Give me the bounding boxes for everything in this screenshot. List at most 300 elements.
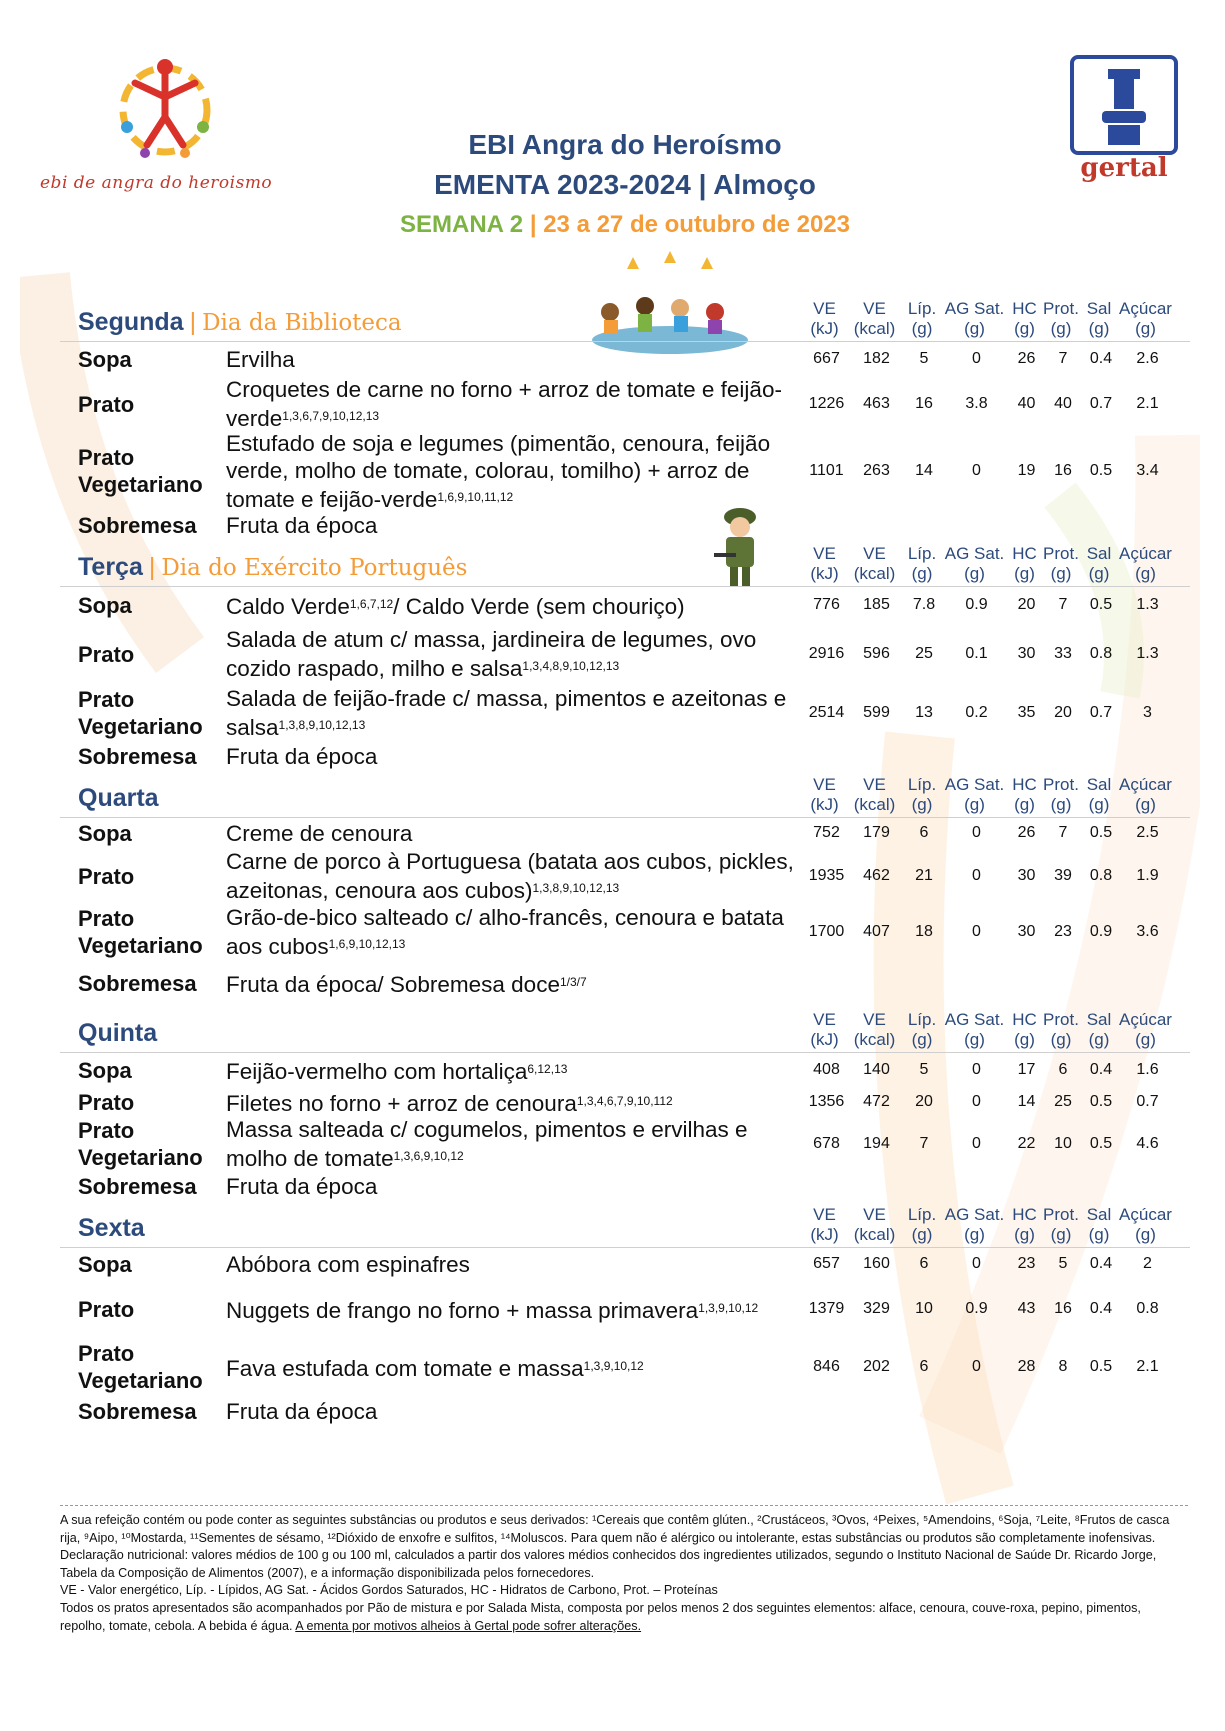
column-header-unit: (g) [1135,564,1156,583]
nutrition-value: 0.5 [1089,1093,1113,1110]
column-header [1080,775,1118,815]
accompaniment-note [60,1600,1188,1635]
nutrition-value: 39 [1054,867,1072,884]
nutrition-value: 0.5 [1089,824,1113,841]
nutrition-value: 2.1 [1136,395,1159,412]
dish-description [226,685,794,741]
nutrition-value: 23 [1054,923,1072,940]
nutrition-value: 4.6 [1136,1135,1159,1152]
column-header [942,775,1007,815]
nutrition-value: 0 [972,350,981,367]
day-theme: Dia da Biblioteca [202,310,402,336]
menu-title: EMENTA 2023-2024 | Almoço [434,169,816,200]
dish-text: Filetes no forno + arroz de cenoura [226,1090,577,1116]
nutrition-value: 16 [1054,462,1072,479]
column-header-name: VE [863,1205,886,1224]
column-header [1118,1010,1173,1050]
nutrition-value: 0.8 [1089,867,1113,884]
nutrition-value: 5 [919,350,929,367]
day-theme-separator: | [189,308,197,336]
day-name-text: Sexta [78,1214,145,1242]
dish-description [226,1088,794,1117]
menu-row [60,848,1190,904]
column-header-name: VE [813,1205,836,1224]
nutrition-values [804,395,1175,413]
column-header-unit: (g) [1050,1030,1072,1049]
dish-text: Salada de atum c/ massa, jardineira de legumes, ovo cozido raspado, milho e salsa [226,627,757,681]
column-header-unit: (g) [1014,1225,1035,1244]
column-header-name: Sal [1086,775,1112,794]
nutrition-value: 0.9 [1089,923,1113,940]
day-theme: Dia do Exército Português [161,555,468,581]
nutrition-value: 182 [863,350,890,367]
course-label: Sobremesa [78,1398,197,1424]
column-header-name: Prot. [1043,544,1079,563]
column-header [1007,1205,1042,1245]
nutrition-value: 20 [915,1093,933,1110]
column-header-unit: (kcal) [853,1225,896,1244]
nutrition-value: 7 [919,1135,929,1152]
allergen-codes: 1,3,4,6,7,9,10,112 [576,1093,673,1108]
nutrition-value: 0.7 [1089,395,1113,412]
column-header-name: VE [813,775,836,794]
column-headers [802,299,1173,339]
dish-description [226,743,794,770]
column-header-unit: (kcal) [853,564,896,583]
course-label: Prato Vegetariano [78,1341,203,1393]
nutrition-value: 0.7 [1136,1093,1159,1110]
nutrition-value: 21 [915,867,933,884]
dish-text: Fruta da época [226,743,378,769]
column-header-name: AG Sat. [944,775,1005,794]
column-header [902,1010,942,1050]
column-header-name: Prot. [1043,299,1079,318]
menu-row [60,376,1190,432]
column-header-name: Prot. [1043,1010,1079,1029]
dish-description [226,848,794,904]
allergen-codes: 6,12,13 [527,1061,568,1076]
column-header-name: AG Sat. [944,544,1005,563]
nutrition-value: 30 [1017,923,1036,940]
school-logo [40,55,320,205]
nutrition-value: 1.3 [1136,596,1159,613]
nutrition-value: 0.5 [1089,1135,1113,1152]
column-header [847,1205,902,1245]
nutrition-value: 10 [915,1300,933,1317]
column-header-name: Sal [1086,299,1112,318]
menu-row [60,741,1190,771]
dish-text: Caldo Verde [226,593,350,619]
column-header [1118,299,1173,339]
dish-description [226,969,794,998]
column-header [1080,1010,1118,1050]
column-header [942,1010,1007,1050]
column-header-name: VE [863,1010,886,1029]
nutrition-value: 194 [863,1135,890,1152]
nutrition-value: 1.9 [1136,867,1159,884]
nutrition-value: 263 [863,462,890,479]
nutrition-value: 3.6 [1136,923,1159,940]
allergen-codes: 1,6,7,12 [349,596,394,611]
nutrition-value: 7 [1058,824,1068,841]
nutrition-values [804,1093,1175,1111]
column-header-name: Prot. [1043,1205,1079,1224]
column-header [902,299,942,339]
column-header [1042,1010,1080,1050]
nutrition-value: 8 [1058,1358,1068,1375]
nutrition-value: 185 [863,596,890,613]
nutrition-value: 2916 [808,645,845,662]
allergen-codes: 1,3,9,10,12 [698,1300,759,1315]
nutrition-values [804,1300,1175,1318]
nutrition-value: 202 [863,1358,890,1375]
menu-row [60,1087,1190,1117]
dish-text: Ervilha [226,346,295,372]
column-header-name: VE [813,1010,836,1029]
nutrition-value: 6 [919,1255,929,1272]
nutrition-value: 40 [1054,395,1072,412]
day-name [78,1019,157,1048]
nutrition-value: 40 [1017,395,1036,412]
abbreviations-note: VE - Valor energético, Líp. - Lípidos, AG Sat. - Ácidos Gordos Saturados, HC - Hidratos de Carbono, Prot. – Proteínas [60,1583,718,1598]
nutrition-value: 0.1 [965,645,988,662]
allergens-note [60,1512,1188,1547]
column-header-name: Sal [1086,544,1112,563]
column-header-unit: (g) [1088,564,1110,583]
column-header [1118,544,1173,584]
column-header [1042,775,1080,815]
nutrition-value: 0 [972,1061,981,1078]
column-header-unit: (g) [1088,795,1110,814]
column-header-name: Sal [1086,1010,1112,1029]
column-header-unit: (kJ) [810,795,839,814]
nutrition-value: 2.5 [1136,824,1159,841]
week-separator: | [529,211,537,238]
course-label: Prato [78,1089,135,1115]
dish-description [226,626,794,682]
column-header-name: VE [813,544,836,563]
column-header [902,1205,942,1245]
nutrition-value: 472 [863,1093,890,1110]
nutrition-value: 776 [813,596,840,613]
week-line [300,205,950,245]
column-header [1080,1205,1118,1245]
disclaimer-text: A ementa por motivos alheios à Gertal pode sofrer alterações. [295,1618,642,1633]
nutrition-value: 23 [1017,1255,1036,1272]
nutrition-values [804,1358,1175,1376]
nutrition-value: 0.8 [1089,645,1113,662]
course-label: Prato [78,1296,135,1322]
column-header-unit: (g) [1050,1225,1072,1244]
menu-row [60,1338,1190,1396]
nutrition-value: 7 [1058,350,1068,367]
nutrition-value: 5 [919,1061,929,1078]
dish-text: Fruta da época/ Sobremesa doce [226,971,560,997]
dish-description [226,1398,794,1425]
dish-text: Nuggets de frango no forno + massa primavera [226,1297,699,1323]
column-header-unit: (g) [1088,1225,1110,1244]
dish-description [226,376,794,432]
day-section [60,1006,1190,1201]
dish-text: Grão-de-bico salteado c/ alho-francês, cenoura e batata aos cubos [226,905,784,959]
nutrition-value: 0.5 [1089,596,1113,613]
nutrition-value: 0 [972,824,981,841]
nutrition-value: 0.4 [1089,1061,1113,1078]
nutrition-values [804,1061,1175,1079]
nutrition-value: 752 [813,824,840,841]
column-header-unit: (g) [1014,564,1035,583]
column-header-unit: (g) [1050,319,1072,338]
menu-row [60,1396,1190,1426]
column-header-name: AG Sat. [944,1205,1005,1224]
column-header [942,299,1007,339]
course-label: Sobremesa [78,970,197,996]
column-header-unit: (g) [1050,795,1072,814]
column-header [802,1010,847,1050]
dish-description [226,1173,794,1200]
course-label: Sopa [78,346,132,372]
menu-row [60,587,1190,623]
day-name-text: Quinta [78,1019,158,1047]
dish-description [226,1056,794,1085]
nutrition-value: 20 [1017,596,1036,613]
nutrition-value: 2.6 [1136,350,1159,367]
footer-notes [60,1505,1188,1635]
nutrition-value: 14 [915,462,933,479]
course-label: Sobremesa [78,743,197,769]
nutrition-value: 1101 [809,462,844,479]
allergen-codes: 1,3,6,9,10,12 [393,1149,464,1163]
column-headers [802,775,1173,815]
column-header-name: VE [813,299,836,318]
nutrition-value: 667 [813,350,840,367]
nutrition-value: 6 [919,1358,929,1375]
nutrition-value: 33 [1054,645,1072,662]
course-label: Prato Vegetariano [78,1118,203,1170]
column-header [847,1010,902,1050]
nutrition-value: 0.5 [1089,1358,1113,1375]
day-header [60,1201,1190,1248]
menu-row [60,342,1190,376]
title-block [300,125,950,245]
nutrition-value: 1356 [808,1093,845,1110]
nutrition-value: 16 [1054,1300,1072,1317]
day-header [60,1006,1190,1053]
nutrition-value: 6 [919,824,929,841]
day-name [78,784,159,813]
column-header-unit: (kJ) [810,319,839,338]
nutrition-value: 407 [863,923,890,940]
nutrition-values [804,1255,1175,1273]
day-name-text: Quarta [78,784,159,812]
nutrition-value: 7.8 [912,596,936,613]
column-header-unit: (g) [1050,564,1072,583]
menu-row [60,1248,1190,1280]
course-label: Prato [78,863,135,889]
allergens-intro: A sua refeição contém ou pode conter as seguintes substâncias ou produtos e seus derivados: [60,1513,593,1527]
allergen-codes: 1,3,4,8,9,10,12,13 [522,659,620,673]
column-header-name: Açúcar [1119,1010,1172,1029]
nutrition-value: 2.1 [1136,1358,1159,1375]
column-header-unit: (g) [1135,1225,1156,1244]
nutrition-value: 22 [1017,1135,1036,1152]
dish-text: Feijão-vermelho com hortaliça [226,1058,528,1084]
column-header-name: Líp. [907,299,937,318]
week-label: SEMANA 2 [400,211,524,238]
column-header-unit: (g) [1014,319,1035,338]
nutrition-value: 2 [1143,1255,1152,1272]
nutrition-value: 13 [915,704,933,721]
nutrition-value: 6 [1058,1061,1068,1078]
column-header [847,299,902,339]
column-header [847,775,902,815]
dish-description [226,904,794,960]
nutrition-value: 0.9 [965,1300,988,1317]
menu-row [60,685,1190,741]
nutrition-values [804,350,1175,368]
column-header-unit: (g) [964,795,985,814]
column-header-unit: (g) [1088,319,1110,338]
accompaniment-text: Todos os pratos apresentados são acompanhados por Pão de mistura e por Salada Mista, composta por pelos menos 2 dos seguintes elementos: alface, cenoura, couve-roxa, pepino, pimentos, repolho, tomate, cebola. A bebida é água. [60,1600,1141,1633]
column-header-name: AG Sat. [944,299,1005,318]
column-headers [802,1205,1173,1245]
course-label: Prato Vegetariano [78,687,203,739]
column-header [1118,1205,1173,1245]
column-header-unit: (kJ) [810,1225,839,1244]
column-header-name: Líp. [907,1205,937,1224]
column-header-unit: (kJ) [810,1030,839,1049]
course-label: Sobremesa [78,1173,197,1199]
nutrition-value: 140 [863,1061,890,1078]
column-header-name: HC [1012,1010,1037,1029]
column-header-unit: (g) [1135,319,1156,338]
dish-text: Fava estufada com tomate e massa [226,1355,584,1381]
dish-text: Fruta da época [226,1398,378,1424]
menu-row [60,904,1190,960]
nutrition-value: 463 [863,395,890,412]
column-header [1080,299,1118,339]
column-headers [802,1010,1173,1050]
menu-row [60,1171,1190,1201]
allergen-codes: 1,6,9,10,12,13 [328,937,406,951]
nutrition-value: 25 [915,645,933,662]
column-header-unit: (g) [1135,795,1156,814]
nutrition-value: 0 [972,462,981,479]
column-header [1080,544,1118,584]
nutrition-values [804,824,1175,842]
nutrition-value: 1379 [808,1300,845,1317]
allergen-codes: 1,6,9,10,11,12 [437,489,514,504]
dish-text: Fruta da época [226,512,378,538]
column-header [1007,1010,1042,1050]
nutrition-value: 0.8 [1136,1300,1159,1317]
column-header-unit: (g) [911,319,933,338]
dish-text: Estufado de soja e legumes (pimentão, cenoura, feijão verde, molho de tomate, colorau, tomilho) + arroz de tomate e feijão-verde [226,430,771,512]
column-header-name: VE [863,544,886,563]
column-header-unit: (g) [964,1225,985,1244]
dish-description [226,1353,794,1382]
dish-text: Creme de cenoura [226,820,413,846]
column-header-name: Açúcar [1119,544,1172,563]
column-header-name: Sal [1086,1205,1112,1224]
column-header-unit: (g) [1088,1030,1110,1049]
column-header-unit: (g) [964,319,985,338]
column-header-name: Prot. [1043,775,1079,794]
nutrition-note: Declaração nutricional: valores médios de 100 g ou 100 ml, calculados a partir dos valores médios conhecidos dos ingredientes utilizados, segundo o Instituto Nacional de Saúde Dr. Ricardo Jorge, Tabela da Composição de Alimentos (2007), e a informação disponibilizada pelos fornecedores. [60,1548,1157,1580]
gertal-logo-icon [1068,55,1180,155]
nutrition-value: 160 [863,1255,890,1272]
menu-row [60,818,1190,848]
school-title: EBI Angra do Heroísmo [468,129,782,160]
dish-description [226,512,794,539]
nutrition-value: 1.6 [1136,1061,1159,1078]
column-header-unit: (kJ) [810,564,839,583]
course-label: Prato [78,391,135,417]
column-header-name: VE [863,775,886,794]
column-header [1042,1205,1080,1245]
nutrition-value: 1226 [808,395,845,412]
course-label: Sopa [78,1057,132,1083]
column-header-unit: (g) [1014,1030,1035,1049]
allergen-codes: 1,3,6,7,9,10,12,13 [282,409,380,423]
dish-text: Croquetes de carne no forno + arroz de tomate e feijão-verde [226,377,782,431]
nutrition-values [804,645,1175,663]
course-label: Sobremesa [78,512,197,538]
nutrition-value: 3.4 [1136,462,1159,479]
day-header [60,771,1190,818]
allergen-codes: 1,3,8,9,10,12,13 [278,718,366,732]
allergen-codes: 1,3,9,10,12 [583,1358,644,1373]
column-header [1007,299,1042,339]
column-header-name: Açúcar [1119,1205,1172,1224]
menu-row [60,1117,1190,1171]
column-header [1007,775,1042,815]
menu-row [60,432,1190,510]
course-label: Sopa [78,1251,132,1277]
day-section [60,540,1190,771]
nutrition-value: 16 [915,395,933,412]
column-header [902,775,942,815]
nutrition-value: 0 [972,867,981,884]
column-header-name: VE [863,299,886,318]
nutrition-value: 19 [1017,462,1036,479]
day-section [60,295,1190,540]
page-header [0,0,1225,250]
nutrition-value: 2514 [808,704,845,721]
nutrition-values [804,1135,1175,1153]
column-header-unit: (kcal) [853,1030,896,1049]
nutrition-value: 1935 [808,867,845,884]
course-label: Prato [78,641,135,667]
column-header-unit: (g) [911,1030,933,1049]
column-header [802,544,847,584]
day-name [78,308,402,337]
nutrition-values [804,704,1175,722]
nutrition-value: 26 [1017,824,1036,841]
column-header-unit: (g) [1014,795,1035,814]
column-header-name: HC [1012,299,1037,318]
school-logo-text: ebi de angra do heroismo [40,173,273,193]
nutrition-value: 329 [863,1300,890,1317]
column-header-name: Líp. [907,1010,937,1029]
nutrition-value: 179 [863,824,890,841]
column-headers [802,544,1173,584]
column-header-unit: (kcal) [853,795,896,814]
dish-description [226,430,794,513]
nutrition-value: 20 [1054,704,1072,721]
nutrition-value: 1700 [808,923,845,940]
column-header [1118,775,1173,815]
